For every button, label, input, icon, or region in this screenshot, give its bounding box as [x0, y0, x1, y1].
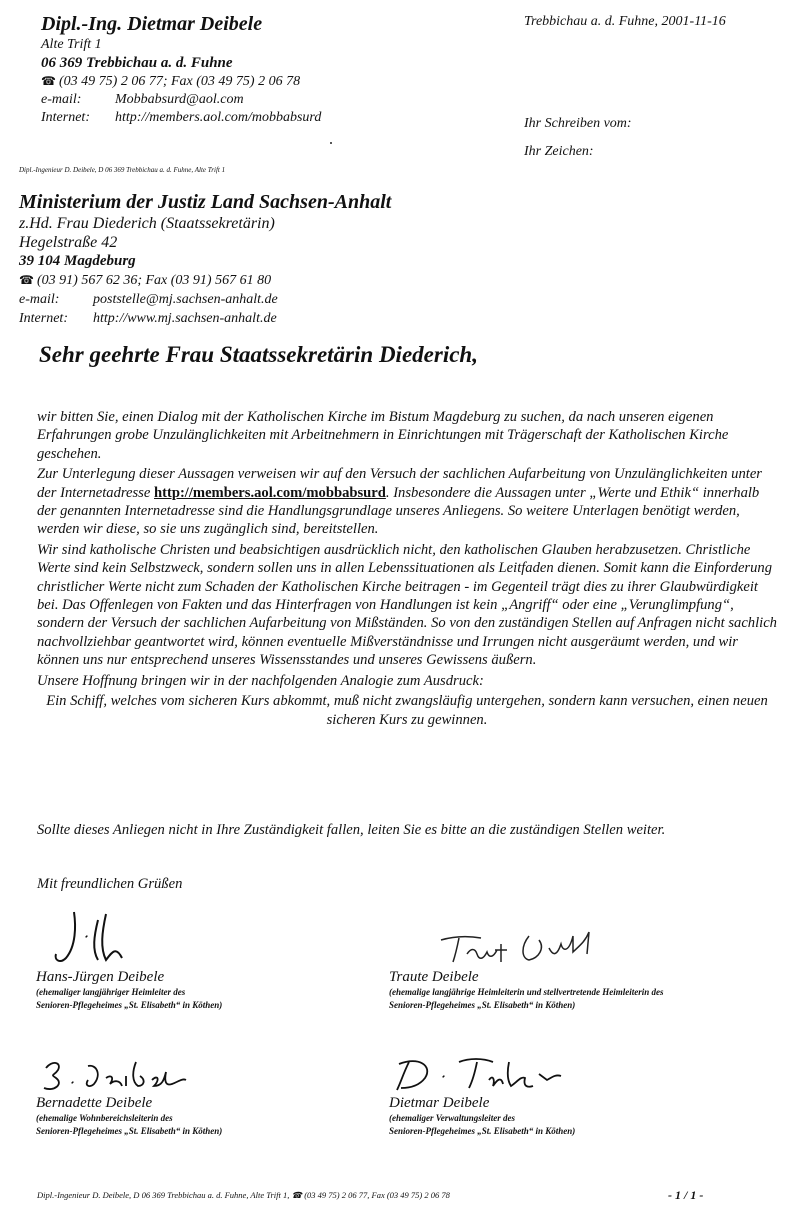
sender-block: [41, 12, 321, 127]
place-date: Trebbichau a. d. Fuhne, 2001-11-16: [524, 14, 726, 29]
signatory-name: Traute Deibele: [389, 969, 479, 985]
handwritten-signature: [389, 1052, 609, 1094]
sender-phone-fax: (03 49 75) 2 06 77; Fax (03 49 75) 2 06 78: [59, 74, 301, 89]
your-reference-label: Ihr Zeichen:: [524, 144, 594, 159]
signatory-name: Bernadette Deibele: [36, 1095, 153, 1111]
sender-internet-label: Internet:: [41, 110, 90, 125]
sender-email-row: [41, 91, 321, 109]
page-number: - 1 / 1 -: [668, 1188, 704, 1202]
signature-block: [36, 906, 222, 1012]
sender-name: Dipl.-Ing. Dietmar Deibele: [41, 13, 263, 35]
handwritten-signature: [36, 1054, 256, 1094]
recipient-email-row: [19, 290, 391, 309]
signatory-role: (ehemalige langjährige Heimleiterin und stellvertretende Heimleiterin des: [389, 987, 664, 997]
recipient-block: [19, 190, 391, 328]
salutation: Sehr geehrte Frau Staatssekretärin Diederich,: [39, 342, 478, 367]
body-paragraph: [37, 465, 777, 539]
stray-dot: [330, 142, 332, 144]
signatory-role: (ehemalige Wohnbereichsleiterin des: [36, 1113, 173, 1123]
signatory-role: Senioren-Pflegeheimes „St. Elisabeth“ in Köthen): [36, 1126, 223, 1136]
letter-body: [37, 408, 777, 729]
recipient-attention: z.Hd. Frau Diederich (Staatssekretärin): [19, 215, 275, 232]
recipient-email: poststelle@mj.sachsen-anhalt.de: [93, 292, 278, 307]
recipient-email-label: e-mail:: [19, 292, 60, 307]
your-letter-label: Ihr Schreiben vom:: [524, 116, 632, 131]
signatory-role: (ehemaliger langjähriger Heimleiter des: [36, 987, 186, 997]
return-address-line: Dipl.-Ingenieur D. Deibele, D 06 369 Trebbichau a. d. Fuhne, Alte Trift 1: [19, 166, 226, 174]
sender-city: 06 369 Trebbichau a. d. Fuhne: [41, 55, 233, 71]
sender-phone-row: [41, 72, 321, 91]
footer-address: Dipl.-Ingenieur D. Deibele, D 06 369 Trebbichau a. d. Fuhne, Alte Trift 1, ☎ (03 49 75) 2 06 77, Fax (03 49 75) 2 06 78: [37, 1190, 450, 1200]
telephone-icon: ☎: [19, 273, 34, 287]
recipient-phone-row: [19, 271, 391, 290]
body-paragraph: Wir sind katholische Christen und beabsichtigen ausdrücklich nicht, den katholischen Glauben herabzusetzen. Christliche Werte sind kein Selbstzweck, sondern sollen uns in allen Lebenssituationen als Leitfaden dienen. Somit kann die Einforderung christlicher Werte nicht zum Schaden der Katholischen Kirche beitragen - im Gegenteil trägt dies zu ihrer Glaubwürdigkeit bei. Das Offenlegen von Fakten und das Hinterfragen von Handlungen ist kein „Angriff“ oder eine „Verunglimpfung“, sondern der Versuch der sachlichen Aufarbeitung von Mißständen. So von den zuständigen Stellen auf Anfragen nicht sachlich nachvollziehbar geantwortet wird, können eventuelle Mißverständnisse und Irrungen nicht ausgeräumt werden, und wir können uns nur entsprechend unseres Wissensstandes und unseres Gewissens äußern.: [37, 541, 777, 669]
signatory-role: Senioren-Pflegeheimes „St. Elisabeth“ in Köthen): [389, 1126, 576, 1136]
handwritten-signature: [36, 906, 176, 968]
reference-fields: [524, 110, 632, 166]
signatory-role: Senioren-Pflegeheimes „St. Elisabeth“ in Köthen): [389, 1000, 576, 1010]
signature-block: [389, 1052, 609, 1138]
analogy-quote: Ein Schiff, welches vom sicheren Kurs abkommt, muß nicht zwangsläufig untergehen, sondern kann versuchen, einen neuen sicheren Kurs zu gewinnen.: [46, 693, 768, 728]
sender-email: Mobbabsurd@aol.com: [115, 92, 244, 107]
recipient-city: 39 104 Magdeburg: [19, 253, 136, 269]
recipient-phone-fax: (03 91) 567 62 36; Fax (03 91) 567 61 80: [37, 273, 272, 288]
body-text: . Insbesondere die Aussagen unter „Werte und Ethik“ innerhalb der genannten Internetadresse sind die Handlungsgrundlage unseres Anliegens. So weitere Unterlagen benötigt werden, werden wir diese, so sie uns zugänglich sind, bereitstellen.: [37, 484, 760, 538]
body-paragraph: wir bitten Sie, einen Dialog mit der Katholischen Kirche im Bistum Magdeburg zu suchen, da nach unseren eigenen Erfahrungen grobe Unzulänglichkeiten mit Arbeitnehmern in Einrichtungen mit Trägerschaft der Katholischen Kirche geschehen.: [37, 409, 729, 462]
signatory-name: Dietmar Deibele: [389, 1095, 490, 1111]
recipient-internet-row: [19, 309, 391, 328]
recipient-organization: Ministerium der Justiz Land Sachsen-Anhalt: [19, 191, 392, 213]
website-link[interactable]: http://members.aol.com/mobbabsurd: [154, 484, 386, 501]
body-paragraph: Unsere Hoffnung bringen wir in der nachfolgenden Analogie zum Ausdruck:: [37, 672, 484, 689]
sender-street: Alte Trift 1: [41, 37, 102, 52]
recipient-internet-label: Internet:: [19, 311, 68, 326]
recipient-internet: http://www.mj.sachsen-anhalt.de: [93, 311, 277, 326]
signatory-role: (ehemaliger Verwaltungsleiter des: [389, 1113, 515, 1123]
sender-internet-row: [41, 109, 321, 127]
body-text: Zur Unterlegung dieser Aussagen verweisen wir auf den Versuch der sachlichen Aufarbeitung von Unzulänglichkeiten unter der Internetadresse: [37, 466, 762, 501]
telephone-icon: ☎: [41, 74, 56, 88]
greeting: Mit freundlichen Grüßen: [37, 876, 183, 892]
signature-block: [36, 1054, 256, 1138]
sender-internet: http://members.aol.com/mobbabsurd: [115, 110, 322, 125]
closing-note: Sollte dieses Anliegen nicht in Ihre Zuständigkeit fallen, leiten Sie es bitte an die zuständigen Stellen weiter.: [37, 822, 666, 838]
handwritten-signature: [389, 922, 629, 968]
recipient-street: Hegelstraße 42: [19, 234, 118, 251]
sender-email-label: e-mail:: [41, 92, 82, 107]
signatory-name: Hans-Jürgen Deibele: [36, 969, 165, 985]
signature-block: [389, 922, 663, 1012]
signatory-role: Senioren-Pflegeheimes „St. Elisabeth“ in Köthen): [36, 1000, 223, 1010]
